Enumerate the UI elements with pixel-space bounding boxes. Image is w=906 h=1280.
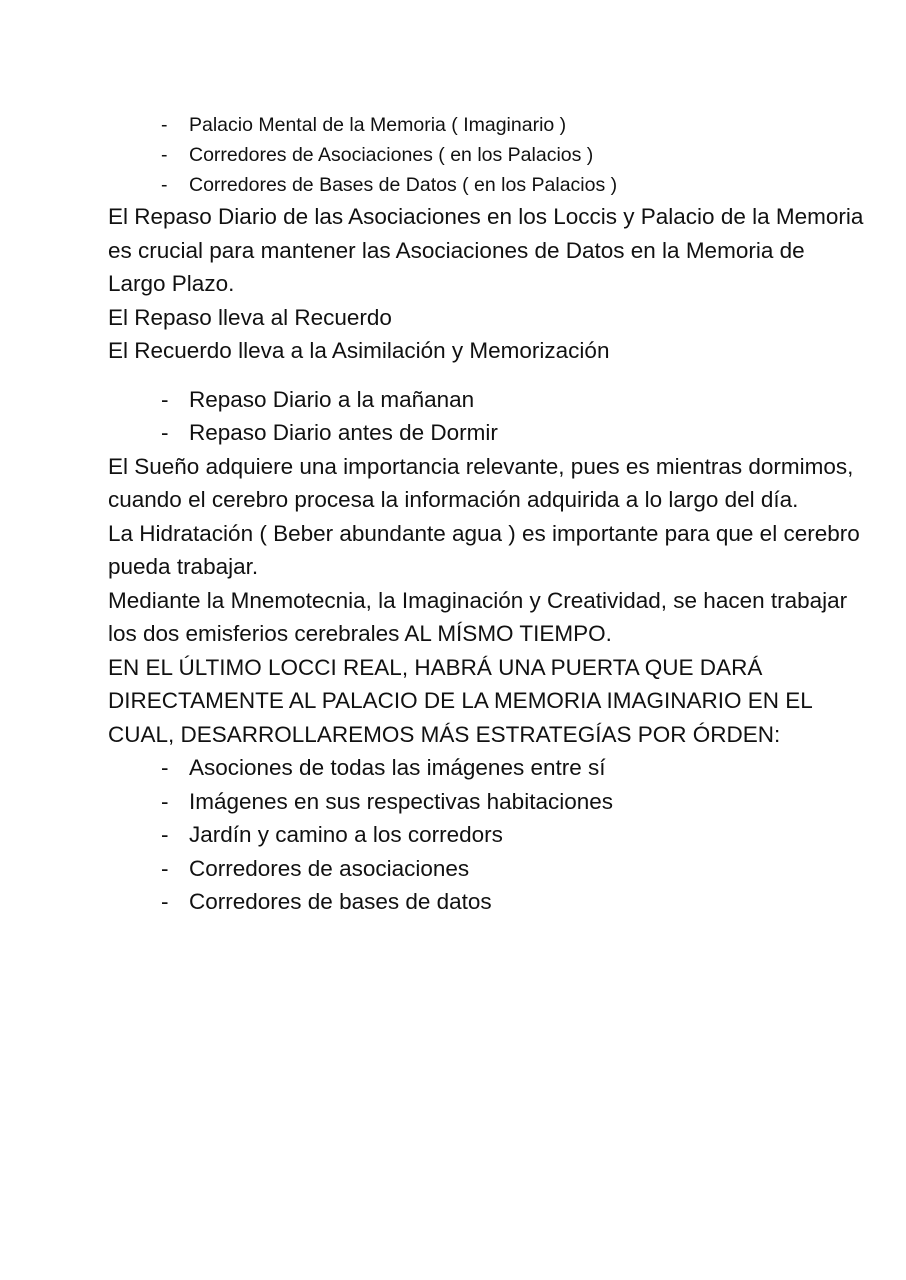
list-item-text: Corredores de Asociaciones ( en los Palacios ): [189, 144, 594, 166]
paragraph-recuerdo-asimilacion: El Recuerdo lleva a la Asimilación y Memorización: [108, 338, 610, 363]
list-item-text: Corredores de bases de datos: [189, 889, 492, 914]
dash-bullet: -: [161, 889, 169, 914]
list-item: [108, 818, 868, 852]
list-item-text: Jardín y camino a los corredors: [189, 822, 503, 847]
paragraph-hidratacion: La Hidratación ( Beber abundante agua ) es importante para que el cerebro pueda trabajar.: [108, 520, 860, 579]
list-item-text: Asociones de todas las imágenes entre sí: [189, 755, 606, 780]
document-content: [108, 110, 868, 919]
list-item-text: Repaso Diario antes de Dormir: [189, 420, 498, 445]
paragraph-sueno: El Sueño adquiere una importancia relevante, pues es mientras dormimos, cuando el cerebro procesa la información adquirida a lo largo del día.: [108, 453, 854, 512]
list-item: [108, 852, 868, 886]
dash-bullet: -: [161, 174, 168, 196]
list-item-text: Repaso Diario a la mañanan: [189, 386, 475, 412]
palace-list: [108, 110, 868, 200]
list-item: [108, 885, 868, 919]
repaso-list: [108, 383, 868, 450]
list-item-text: Corredores de asociaciones: [189, 855, 470, 881]
paragraph-ultimo-locci: EN EL ÚLTIMO LOCCI REAL, HABRÁ UNA PUERTA QUE DARÁ DIRECTAMENTE AL PALACIO DE LA MEMORIA IMAGINARIO EN EL CUAL, DESARROLLAREMOS MÁS ESTRATEGÍAS POR ÓRDEN:: [108, 654, 812, 747]
list-item: [108, 110, 868, 140]
dash-bullet: -: [161, 386, 169, 412]
dash-bullet: -: [161, 822, 169, 847]
paragraph-mnemotecnia: Mediante la Mnemotecnia, la Imaginación y Creatividad, se hacen trabajar los dos emisferios cerebrales AL MÍSMO TIEMPO.: [108, 587, 848, 646]
list-item: [108, 416, 868, 450]
dash-bullet: -: [161, 420, 169, 445]
paragraph-repaso-diario: El Repaso Diario de las Asociaciones en los Loccis y Palacio de la Memoria es crucial para mantener las Asociaciones de Datos en la Memoria de Largo Plazo.: [108, 204, 864, 296]
list-item: [108, 785, 868, 819]
list-item: [108, 751, 868, 785]
list-item: [108, 140, 868, 170]
list-item-text: Corredores de Bases de Datos ( en los Palacios ): [189, 174, 618, 196]
strategies-list: [108, 751, 868, 919]
list-item-text: Imágenes en sus respectivas habitaciones: [189, 788, 613, 814]
paragraph-repaso-recuerdo: El Repaso lleva al Recuerdo: [108, 304, 392, 330]
list-item: [108, 383, 868, 417]
dash-bullet: -: [161, 855, 169, 881]
dash-bullet: -: [161, 755, 169, 780]
dash-bullet: -: [161, 144, 168, 166]
dash-bullet: -: [161, 114, 168, 136]
dash-bullet: -: [161, 788, 169, 814]
list-item-text: Palacio Mental de la Memoria ( Imaginario ): [189, 114, 567, 136]
list-item: [108, 170, 868, 200]
